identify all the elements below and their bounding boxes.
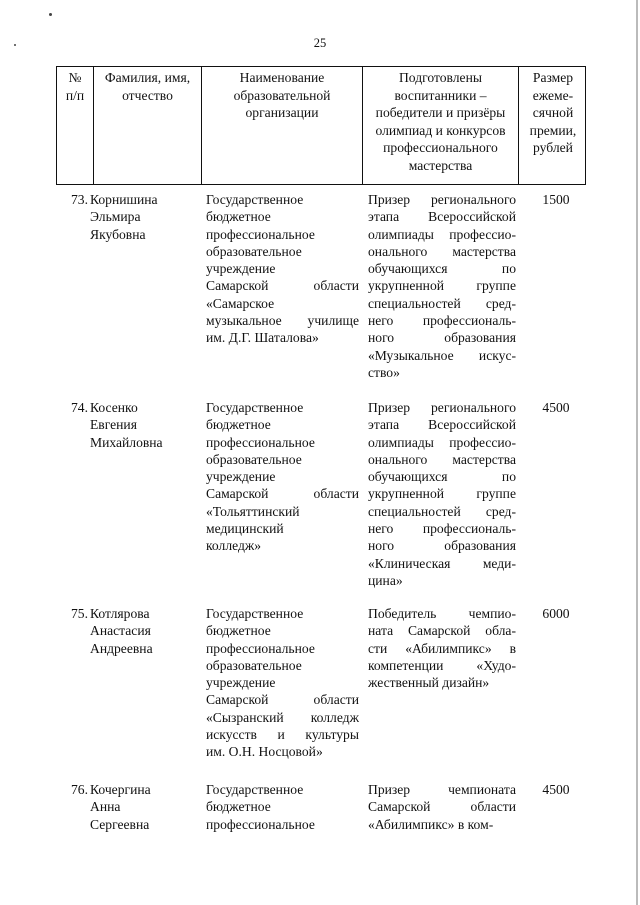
org-line: музыкальное училище <box>206 313 359 329</box>
org-line: медицинский <box>206 521 284 537</box>
achievement-line: ного образования <box>368 330 516 346</box>
row-organization <box>206 191 359 347</box>
org-line: Государственное <box>206 400 304 415</box>
org-line: им. О.Н. Носцовой» <box>206 744 323 760</box>
org-line: «Самарское <box>206 295 275 311</box>
org-line: профессиональное <box>206 226 315 242</box>
row-number: 74. <box>71 400 88 415</box>
header-prize: Размер ежеме- сячной премии, рублей <box>529 70 577 155</box>
row-achievement <box>368 399 516 589</box>
row-achievement <box>368 781 516 833</box>
row-full-name <box>90 781 200 833</box>
table-header <box>56 66 586 185</box>
name-line: Кочергина <box>90 782 151 797</box>
achievement-line: специальностей сред- <box>368 295 516 311</box>
achievement-line: Призер регионального <box>368 400 516 415</box>
achievement-line: олимпиады профессио- <box>368 226 516 242</box>
awards-table <box>56 66 586 832</box>
achievement-line: «Клиническая меди- <box>368 555 516 571</box>
name-line: Анна <box>90 799 121 815</box>
name-line: Корнишина <box>90 192 158 207</box>
achievement-line: жественный дизайн» <box>368 675 490 691</box>
org-line: «Сызранский колледж <box>206 709 359 725</box>
row-prize: 4500 <box>542 400 570 415</box>
header-full-name: Фамилия, имя, отчество <box>94 67 202 184</box>
row-organization <box>206 781 359 833</box>
org-line: профессиональное <box>206 434 315 450</box>
achievement-line: онального мастерства <box>368 243 516 259</box>
header-number: № п/п <box>57 67 94 184</box>
org-line: Государственное <box>206 192 304 207</box>
org-line: Самарской области <box>206 486 359 502</box>
achievement-line: Самарской области <box>368 799 516 815</box>
org-line: учреждение <box>206 675 276 691</box>
row-number: 75. <box>71 606 88 621</box>
achievement-line: сти «Абилимпикс» в <box>368 640 516 656</box>
achievement-line: ство» <box>368 364 400 380</box>
row-prize: 4500 <box>542 782 570 797</box>
org-line: бюджетное <box>206 623 271 639</box>
org-line: искусств и культуры <box>206 727 359 743</box>
achievement-line: него профессиональ- <box>368 313 516 329</box>
name-line: Андреевна <box>90 640 153 656</box>
org-line: учреждение <box>206 261 276 277</box>
achievement-line: Победитель чемпио- <box>368 606 516 621</box>
achievement-line: него профессиональ- <box>368 521 516 537</box>
row-achievement <box>368 605 516 691</box>
header-achievement: Подготовлены воспитанники – победители и призёры олимпиад и конкурсов профессионального мастерства <box>363 67 519 184</box>
achievement-line: цина» <box>368 572 403 588</box>
achievement-line: ната Самарской обла- <box>368 623 516 639</box>
row-prize: 6000 <box>542 606 570 621</box>
achievement-line: укрупненной группе <box>368 278 516 294</box>
org-line: Государственное <box>206 606 304 621</box>
header-organization: Наименование образовательной организации <box>202 67 363 184</box>
row-full-name <box>90 191 200 243</box>
name-line: Сергеевна <box>90 816 150 832</box>
org-line: бюджетное <box>206 209 271 225</box>
achievement-line: укрупненной группе <box>368 486 516 502</box>
achievement-line: олимпиады профессио- <box>368 434 516 450</box>
achievement-line: Призер регионального <box>368 192 516 207</box>
org-line: учреждение <box>206 469 276 485</box>
org-line: Государственное <box>206 782 304 797</box>
org-line: образовательное <box>206 657 302 673</box>
row-achievement <box>368 191 516 381</box>
name-line: Михайловна <box>90 434 163 450</box>
org-line: Самарской области <box>206 278 359 294</box>
org-line: бюджетное <box>206 417 271 433</box>
achievement-line: обучающихся по <box>368 261 516 277</box>
achievement-line: ного образования <box>368 538 516 554</box>
scan-speck <box>49 13 52 16</box>
achievement-line: этапа Всероссийской <box>368 209 516 225</box>
page-number: 25 <box>313 36 327 50</box>
org-line: им. Д.Г. Шаталова» <box>206 330 319 346</box>
row-number: 73. <box>71 192 88 207</box>
name-line: Эльмира <box>90 209 141 225</box>
achievement-line: Призер чемпионата <box>368 782 516 797</box>
achievement-line: онального мастерства <box>368 451 516 467</box>
row-number: 76. <box>71 782 88 797</box>
achievement-line: компетенции «Худо- <box>368 657 516 673</box>
org-line: Самарской области <box>206 692 359 708</box>
achievement-line: этапа Всероссийской <box>368 417 516 433</box>
name-line: Евгения <box>90 417 137 433</box>
row-organization <box>206 605 359 761</box>
name-line: Косенко <box>90 400 138 415</box>
org-line: образовательное <box>206 243 302 259</box>
org-line: образовательное <box>206 451 302 467</box>
row-organization <box>206 399 359 555</box>
org-line: «Тольяттинский <box>206 503 300 519</box>
row-prize: 1500 <box>542 192 570 207</box>
org-line: профессиональное <box>206 640 315 656</box>
name-line: Котлярова <box>90 606 150 621</box>
row-full-name <box>90 605 200 657</box>
org-line: профессиональное <box>206 816 315 832</box>
achievement-line: «Абилимпикс» в ком- <box>368 816 494 832</box>
name-line: Анастасия <box>90 623 151 639</box>
achievement-line: «Музыкальное искус- <box>368 347 516 363</box>
achievement-line: специальностей сред- <box>368 503 516 519</box>
scan-edge <box>636 0 638 905</box>
row-full-name <box>90 399 200 451</box>
name-line: Якубовна <box>90 226 146 242</box>
org-line: колледж» <box>206 538 262 554</box>
achievement-line: обучающихся по <box>368 469 516 485</box>
org-line: бюджетное <box>206 799 271 815</box>
